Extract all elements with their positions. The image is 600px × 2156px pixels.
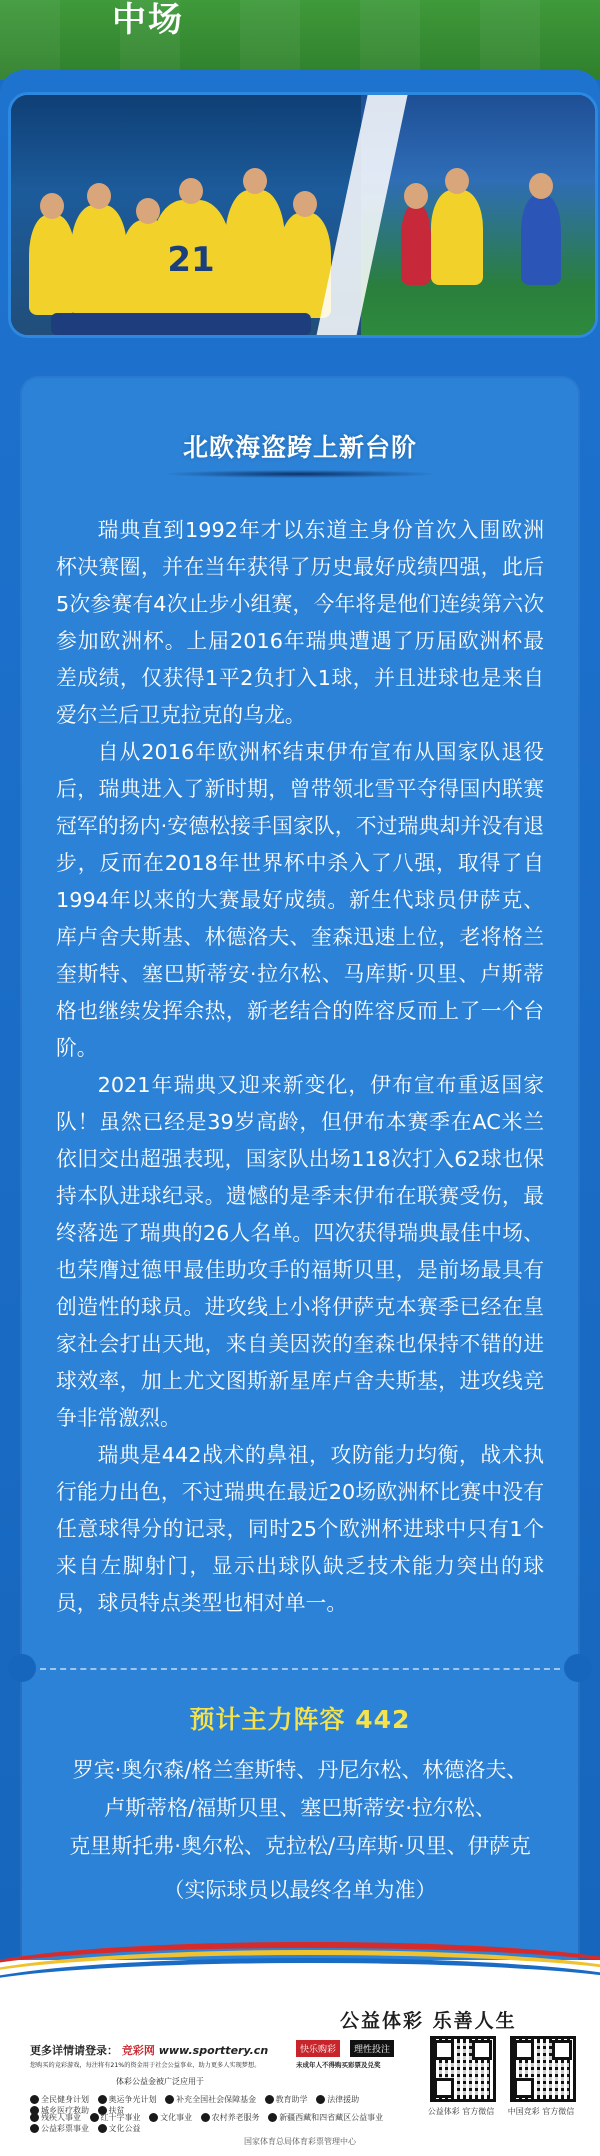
fund-icon <box>98 2124 107 2133</box>
footer-slogan: 公益体彩 乐善人生 <box>340 2010 517 2032</box>
qr-label: 中国竞彩 官方微信 <box>507 2107 575 2116</box>
paragraph: 2021年瑞典又迎来新变化，伊布宣布重返国家队！虽然已经是39岁高龄，但伊布本赛季在AC米兰依旧交出超强表现，国家队出场118次打入62球也保持本队进球纪录。遗憾的是季末伊布在联赛受伤，最终落选了瑞典的26人名单。四次获得瑞典最佳中场、也荣膺过德甲最佳助攻手的福斯贝里，是前场最具有创造性的球员。进攻线上小将伊萨克本赛季已经在皇家社会打出天地，来自美因茨的奎森也保持不错的进球效率，加上尤文图斯新星库卢舍夫斯基，进攻线竞争非常激烈。 <box>56 1073 544 1430</box>
fund-use-item: 文化事业 <box>149 2112 192 2123</box>
fund-use-item: 残疾人事业 <box>30 2112 81 2123</box>
title-underline <box>162 470 438 478</box>
fund-icon <box>30 2095 39 2104</box>
fund-use-item: 公益彩票事业 <box>30 2123 89 2134</box>
site-url-link[interactable]: www.sporttery.cn <box>158 2044 269 2057</box>
qr-label: 公益体彩 官方微信 <box>427 2107 495 2116</box>
fund-use-item: 法律援助 <box>316 2094 359 2105</box>
fund-icon <box>98 2095 107 2104</box>
fund-uses-row2 <box>30 2112 410 2134</box>
card-notch-right <box>564 1654 592 1682</box>
article-body <box>56 512 544 1622</box>
fund-use-item: 农村养老服务 <box>201 2112 260 2123</box>
tagline: 您购买的竞彩游戏，每注将有21%的资金用于社会公益事业，助力更多人实现梦想。 <box>30 2062 261 2069</box>
card-notch-left <box>8 1654 36 1682</box>
minor-warning: 未成年人不得购买彩票及兑奖 <box>296 2061 381 2069</box>
more-info-line <box>30 2042 268 2058</box>
more-info-label: 更多详情请登录： <box>30 2044 118 2057</box>
paragraph: 瑞典直到1992年才以东道主身份首次入围欧洲杯决赛圈，并在当年获得了历史最好成绩四强，此后5次参赛有4次止步小组赛，今年将是他们连续第六次参加欧洲杯。上届2016年瑞典遭遇了历届欧洲杯最差成绩，仅获得1平2负打入1球，并且进球也是来自爱尔兰后卫克拉克的乌龙。 <box>56 518 544 727</box>
player-figure-main <box>151 200 231 330</box>
fund-use-item: 新疆西藏和四省藏区公益事业 <box>268 2112 383 2123</box>
fund-icon <box>30 2113 39 2122</box>
lineup-line: 卢斯蒂格/福斯贝里、塞巴斯蒂安·拉尔松、 <box>104 1796 496 1820</box>
fund-use-item: 扶贫 <box>98 2105 125 2116</box>
issuer-text: 国家体育总局体育彩票管理中心 <box>244 2137 356 2146</box>
fund-use-item: 补充全国社会保障基金 <box>165 2094 256 2105</box>
badge-rational-bet: 理性投注 <box>350 2040 394 2057</box>
player-figure <box>71 205 127 315</box>
lineup-line: 罗宾·奥尔森/格兰奎斯特、丹尼尔松、林德洛夫、 <box>72 1758 528 1782</box>
lineup-title: 预计主力阵容 442 <box>189 1705 411 1734</box>
fund-icon <box>90 2113 99 2122</box>
fund-icon <box>30 2124 39 2133</box>
fund-use-item: 红十字事业 <box>90 2112 141 2123</box>
player-figure <box>225 190 285 315</box>
paragraph: 自从2016年欧洲杯结束伊布宣布从国家队退役后，瑞典进入了新时期，曾带领北雪平夺得国内联赛冠军的扬内·安德松接手国家队，不过瑞典却并没有退步，反而在2018年世界杯中杀入了八强，取得了自1994年以来的大赛最好成绩。新生代球员伊萨克、库卢舍夫斯基、林德洛夫、奎森迅速上位，老将格兰奎斯特、塞巴斯蒂安·拉尔松、马库斯·贝里、卢斯蒂格也继续发挥余热，新老结合的阵容反而上了一个台阶。 <box>56 740 544 1060</box>
lineup-note: （实际球员以最终名单为准） <box>163 1878 437 1902</box>
fund-icon <box>201 2113 210 2122</box>
fund-use-item: 奥运争光计划 <box>98 2094 157 2105</box>
fund-icon <box>316 2095 325 2104</box>
team-celebration-photo <box>11 95 361 335</box>
fund-icon <box>268 2113 277 2122</box>
player-figure-yellow <box>431 190 483 285</box>
fund-icon <box>149 2113 158 2122</box>
fund-title: 体彩公益金被广泛应用于 <box>116 2077 204 2086</box>
team-photo-banner <box>8 92 598 338</box>
jersey-number: 21 <box>167 240 215 280</box>
fund-use-item: 文化公益 <box>98 2123 141 2134</box>
qr-code-sporttery-wechat[interactable] <box>510 2036 576 2102</box>
fund-icon <box>165 2095 174 2104</box>
badge-happy-buy: 快乐购彩 <box>296 2040 340 2057</box>
fund-use-item: 城乡医疗救助 <box>30 2105 89 2116</box>
fund-use-item: 教育助学 <box>265 2094 308 2105</box>
header-pitch-background <box>0 0 600 80</box>
fund-icon <box>265 2095 274 2104</box>
section-title: 北欧海盗跨上新台阶 <box>182 433 417 462</box>
fund-use-item: 全民健身计划 <box>30 2094 89 2105</box>
player-figure <box>29 215 75 315</box>
lineup-line: 克里斯托弗·奥尔松、克拉松/马库斯·贝里、伊萨克 <box>69 1834 531 1858</box>
brand-name: 竞彩网 <box>121 2044 155 2057</box>
player-figure-red <box>401 205 431 285</box>
player-figure-blue <box>521 195 561 285</box>
shorts-band <box>51 313 311 335</box>
page-header-title: 中场 <box>112 0 184 40</box>
paragraph: 瑞典是442战术的鼻祖，攻防能力均衡，战术执行能力出色，不过瑞典在最近20场欧洲杯比赛中没有任意球得分的记录，同时25个欧洲杯进球中只有1个来自左脚射门，显示出球队缺乏技术能力突出的球员，球员特点类型也相对单一。 <box>56 1443 544 1615</box>
dashed-divider <box>40 1668 560 1670</box>
qr-code-lottery-wechat[interactable] <box>430 2036 496 2102</box>
